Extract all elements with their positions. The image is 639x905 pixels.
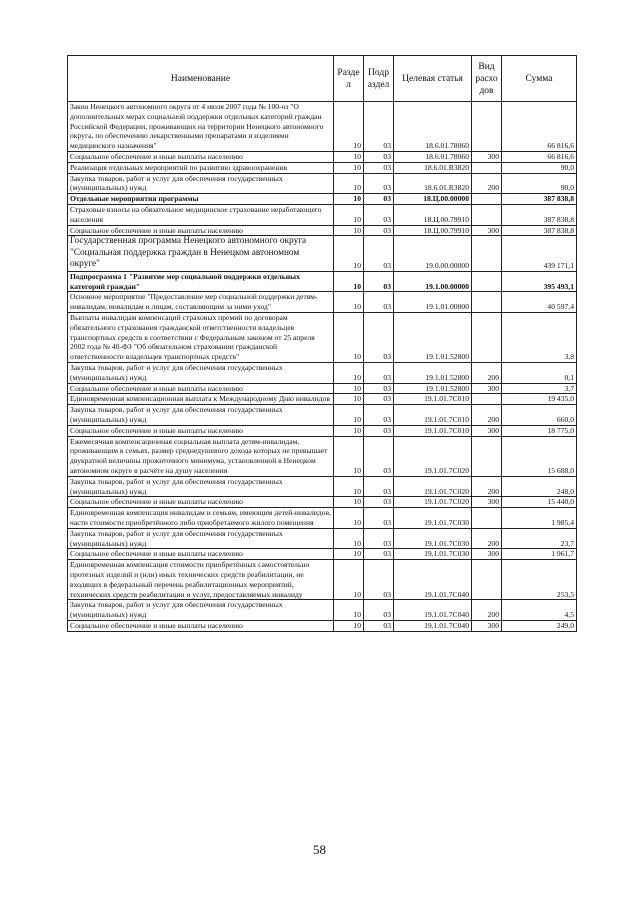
- table-row: [68, 600, 577, 621]
- cell-target-article: 19.1.00.00000: [394, 271, 472, 292]
- table-header-row: [68, 56, 577, 102]
- cell-subsection: 03: [364, 204, 394, 225]
- table-row: [68, 313, 577, 363]
- cell-section: 10: [334, 204, 364, 225]
- table-row: [68, 528, 577, 549]
- table-row: [68, 394, 577, 405]
- cell-name: Закупка товаров, работ и услуг для обеспечения государственных (муниципальных) нужд: [68, 600, 334, 621]
- table-row: [68, 560, 577, 600]
- cell-name: Единовременная компенсация инвалидам и семьям, имеющим детей-инвалидов, части стоимости приобретённого либо приобретаемого жилого помещения: [68, 508, 334, 529]
- cell-name: Ежемесячная компенсационная социальная выплата детям-инвалидам, проживающим в семьях, размер среднедушевого дохода которых не превышает двукратной величины прожиточного минимума, установленной в Ненецком автономном округе в расчёте на душу населения: [68, 436, 334, 476]
- cell-subsection: 03: [364, 225, 394, 236]
- cell-subsection: 03: [364, 560, 394, 600]
- cell-subsection: 03: [364, 162, 394, 173]
- header-name: Наименование: [68, 56, 334, 102]
- cell-sum: 15 688,0: [502, 436, 577, 476]
- cell-section: 10: [334, 560, 364, 600]
- cell-expense-type: 300: [472, 497, 502, 508]
- cell-expense-type: [472, 292, 502, 313]
- cell-sum: 18 775,0: [502, 425, 577, 436]
- cell-section: 10: [334, 313, 364, 363]
- cell-name: Единовременная компенсация стоимости приобретённых самостоятельно протезных изделий и (или) иных технических средств реабилитации, не входящих в федеральный перечень реабилитационных мероприятий, технических средств реабилитации и услуг, предоставляемых инвалиду: [68, 560, 334, 600]
- cell-section: 10: [334, 394, 364, 405]
- cell-expense-type: [472, 204, 502, 225]
- table-row: [68, 236, 577, 272]
- cell-section: 10: [334, 600, 364, 621]
- table-row: [68, 620, 577, 631]
- cell-name: Подпрограмма 1 "Развитие мер социальной поддержки отдельных категорий граждан": [68, 271, 334, 292]
- table-row: [68, 363, 577, 384]
- table-row: [68, 292, 577, 313]
- cell-sum: 66 816,6: [502, 151, 577, 162]
- cell-sum: 1 985,4: [502, 508, 577, 529]
- cell-expense-type: 300: [472, 425, 502, 436]
- cell-subsection: 03: [364, 151, 394, 162]
- cell-name: Закупка товаров, работ и услуг для обеспечения государственных (муниципальных) нужд: [68, 363, 334, 384]
- cell-sum: 249,0: [502, 620, 577, 631]
- cell-section: 10: [334, 236, 364, 272]
- cell-expense-type: 200: [472, 405, 502, 426]
- cell-subsection: 03: [364, 383, 394, 394]
- budget-table: [67, 55, 577, 632]
- cell-name: Реализация отдельных мероприятий по развитию здравоохранения: [68, 162, 334, 173]
- cell-sum: 90,0: [502, 173, 577, 194]
- cell-subsection: 03: [364, 236, 394, 272]
- cell-name: Закупка товаров, работ и услуг для обеспечения государственных (муниципальных) нужд: [68, 405, 334, 426]
- cell-target-article: 19.1.01.7С030: [394, 549, 472, 560]
- header-target-article: Целевая статья: [394, 56, 472, 102]
- cell-section: 10: [334, 271, 364, 292]
- cell-section: 10: [334, 151, 364, 162]
- table-row: [68, 436, 577, 476]
- table-row: [68, 549, 577, 560]
- cell-section: 10: [334, 173, 364, 194]
- cell-target-article: 18.6.01.78060: [394, 151, 472, 162]
- cell-target-article: 19.1.01.7С020: [394, 436, 472, 476]
- cell-subsection: 03: [364, 436, 394, 476]
- cell-sum: 248,0: [502, 476, 577, 497]
- cell-subsection: 03: [364, 194, 394, 205]
- table-row: [68, 225, 577, 236]
- cell-section: 10: [334, 363, 364, 384]
- cell-sum: 1 961,7: [502, 549, 577, 560]
- cell-target-article: 19.1.01.7С030: [394, 508, 472, 529]
- table-row: [68, 162, 577, 173]
- cell-sum: 387 838,8: [502, 204, 577, 225]
- cell-target-article: 19.1.01.7С040: [394, 600, 472, 621]
- cell-name: Закупка товаров, работ и услуг для обеспечения государственных (муниципальных) нужд: [68, 173, 334, 194]
- cell-target-article: 19.1.01.7С020: [394, 476, 472, 497]
- cell-expense-type: 300: [472, 225, 502, 236]
- cell-target-article: 19.1.01.52800: [394, 313, 472, 363]
- cell-name: Социальное обеспечение и иные выплаты населению: [68, 151, 334, 162]
- cell-subsection: 03: [364, 313, 394, 363]
- cell-section: 10: [334, 405, 364, 426]
- cell-sum: 15 440,0: [502, 497, 577, 508]
- cell-name: Социальное обеспечение и иные выплаты населению: [68, 425, 334, 436]
- cell-sum: 23,7: [502, 528, 577, 549]
- cell-subsection: 03: [364, 497, 394, 508]
- cell-name: Закупка товаров, работ и услуг для обеспечения государственных (муниципальных) нужд: [68, 528, 334, 549]
- cell-section: 10: [334, 620, 364, 631]
- cell-section: 10: [334, 425, 364, 436]
- cell-subsection: 03: [364, 508, 394, 529]
- cell-section: 10: [334, 102, 364, 152]
- cell-target-article: 19.1.01.7С020: [394, 497, 472, 508]
- cell-name: Государственная программа Ненецкого автономного округа "Социальная поддержка граждан в Ненецком автономном округе": [68, 236, 334, 272]
- cell-target-article: 19.0.00.00000: [394, 236, 472, 272]
- cell-expense-type: 200: [472, 173, 502, 194]
- cell-section: 10: [334, 549, 364, 560]
- cell-target-article: 19.1.01.52800: [394, 383, 472, 394]
- cell-expense-type: [472, 560, 502, 600]
- cell-expense-type: 200: [472, 528, 502, 549]
- cell-name: Единовременная компенсационная выплата к Международному Дню инвалидов: [68, 394, 334, 405]
- cell-target-article: 18.Ц.00.79910: [394, 204, 472, 225]
- cell-subsection: 03: [364, 476, 394, 497]
- cell-target-article: 19.1.01.7С040: [394, 560, 472, 600]
- cell-expense-type: [472, 194, 502, 205]
- cell-sum: 387 838,8: [502, 225, 577, 236]
- cell-name: Социальное обеспечение и иные выплаты населению: [68, 620, 334, 631]
- cell-name: Закупка товаров, работ и услуг для обеспечения государственных (муниципальных) нужд: [68, 476, 334, 497]
- header-expense-type: Вид расхо дов: [472, 56, 502, 102]
- cell-target-article: 19.1.01.7С010: [394, 425, 472, 436]
- table-row: [68, 476, 577, 497]
- cell-target-article: 18.6.01.R3820: [394, 173, 472, 194]
- cell-subsection: 03: [364, 620, 394, 631]
- cell-sum: 4,5: [502, 600, 577, 621]
- cell-name: Социальное обеспечение и иные выплаты населению: [68, 225, 334, 236]
- cell-section: 10: [334, 194, 364, 205]
- cell-subsection: 03: [364, 405, 394, 426]
- cell-section: 10: [334, 162, 364, 173]
- cell-sum: 3,8: [502, 313, 577, 363]
- header-subsection: Подр аздел: [364, 56, 394, 102]
- cell-sum: 660,0: [502, 405, 577, 426]
- cell-sum: 19 435,0: [502, 394, 577, 405]
- cell-subsection: 03: [364, 394, 394, 405]
- cell-target-article: 18.6.01.78060: [394, 102, 472, 152]
- cell-subsection: 03: [364, 600, 394, 621]
- cell-sum: 439 171,1: [502, 236, 577, 272]
- cell-subsection: 03: [364, 549, 394, 560]
- cell-expense-type: 200: [472, 600, 502, 621]
- cell-expense-type: [472, 508, 502, 529]
- cell-name: Отдельные мероприятия программы: [68, 194, 334, 205]
- cell-expense-type: [472, 162, 502, 173]
- cell-name: Социальное обеспечение и иные выплаты населению: [68, 549, 334, 560]
- table-row: [68, 102, 577, 152]
- cell-name: Закон Ненецкого автономного округа от 4 июля 2007 года № 100-оз "О дополнительных мерах социальной поддержки отдельных категорий граждан Российской Федерации, проживающих на территории Ненецкого автономного округа, по обеспечению лекарственными препаратами и изделиями медицинского назначения": [68, 102, 334, 152]
- cell-section: 10: [334, 497, 364, 508]
- cell-sum: 40 597,4: [502, 292, 577, 313]
- cell-expense-type: 300: [472, 620, 502, 631]
- table-row: [68, 383, 577, 394]
- cell-subsection: 03: [364, 363, 394, 384]
- cell-sum: 253,5: [502, 560, 577, 600]
- table-row: [68, 271, 577, 292]
- cell-target-article: 19.1.01.7С010: [394, 394, 472, 405]
- header-sum: Сумма: [502, 56, 577, 102]
- cell-name: Основное мероприятие "Предоставление мер социальной поддержки детям-инвалидам, инвалидам и лицам, составляющим за ними уход": [68, 292, 334, 313]
- cell-target-article: 19.1.01.00000: [394, 292, 472, 313]
- cell-expense-type: 200: [472, 363, 502, 384]
- cell-expense-type: [472, 236, 502, 272]
- cell-expense-type: [472, 313, 502, 363]
- cell-sum: 90,0: [502, 162, 577, 173]
- table-row: [68, 151, 577, 162]
- cell-subsection: 03: [364, 271, 394, 292]
- cell-expense-type: 200: [472, 476, 502, 497]
- cell-expense-type: 300: [472, 383, 502, 394]
- cell-expense-type: 300: [472, 151, 502, 162]
- table-row: [68, 204, 577, 225]
- cell-name: Социальное обеспечение и иные выплаты населению: [68, 383, 334, 394]
- cell-expense-type: [472, 436, 502, 476]
- cell-section: 10: [334, 436, 364, 476]
- cell-target-article: 18.Ц.00.00000: [394, 194, 472, 205]
- cell-section: 10: [334, 383, 364, 394]
- cell-target-article: 19.1.01.52800: [394, 363, 472, 384]
- cell-sum: 0,1: [502, 363, 577, 384]
- table-row: [68, 194, 577, 205]
- table-row: [68, 425, 577, 436]
- cell-subsection: 03: [364, 528, 394, 549]
- cell-expense-type: 300: [472, 549, 502, 560]
- cell-target-article: 18.6.01.R3820: [394, 162, 472, 173]
- cell-target-article: 19.1.01.7С040: [394, 620, 472, 631]
- cell-sum: 66 816,6: [502, 102, 577, 152]
- cell-section: 10: [334, 225, 364, 236]
- cell-name: Социальное обеспечение и иные выплаты населению: [68, 497, 334, 508]
- cell-subsection: 03: [364, 102, 394, 152]
- cell-subsection: 03: [364, 292, 394, 313]
- cell-subsection: 03: [364, 425, 394, 436]
- cell-sum: 3,7: [502, 383, 577, 394]
- cell-name: Выплаты инвалидам компенсаций страховых премий по договорам обязательного страхования гражданской ответственности владельцев транспортных средств в соответствии с Федеральным законом от 25 апреля 2002 года № 40-ФЗ "Об обязательном страховании гражданской ответственности владельцев транспортных средств": [68, 313, 334, 363]
- cell-target-article: 19.1.01.7С010: [394, 405, 472, 426]
- cell-expense-type: [472, 271, 502, 292]
- table-row: [68, 405, 577, 426]
- table-row: [68, 508, 577, 529]
- cell-expense-type: [472, 102, 502, 152]
- page-number: 58: [313, 842, 326, 857]
- cell-section: 10: [334, 476, 364, 497]
- header-section: Разде л: [334, 56, 364, 102]
- cell-name: Страховые взносы на обязательное медицинское страхование неработающего населения: [68, 204, 334, 225]
- cell-subsection: 03: [364, 173, 394, 194]
- cell-target-article: 18.Ц.00.79910: [394, 225, 472, 236]
- table-row: [68, 497, 577, 508]
- cell-section: 10: [334, 508, 364, 529]
- cell-section: 10: [334, 292, 364, 313]
- cell-sum: 395 493,1: [502, 271, 577, 292]
- cell-target-article: 19.1.01.7С030: [394, 528, 472, 549]
- cell-section: 10: [334, 528, 364, 549]
- table-row: [68, 173, 577, 194]
- cell-expense-type: [472, 394, 502, 405]
- cell-sum: 387 838,8: [502, 194, 577, 205]
